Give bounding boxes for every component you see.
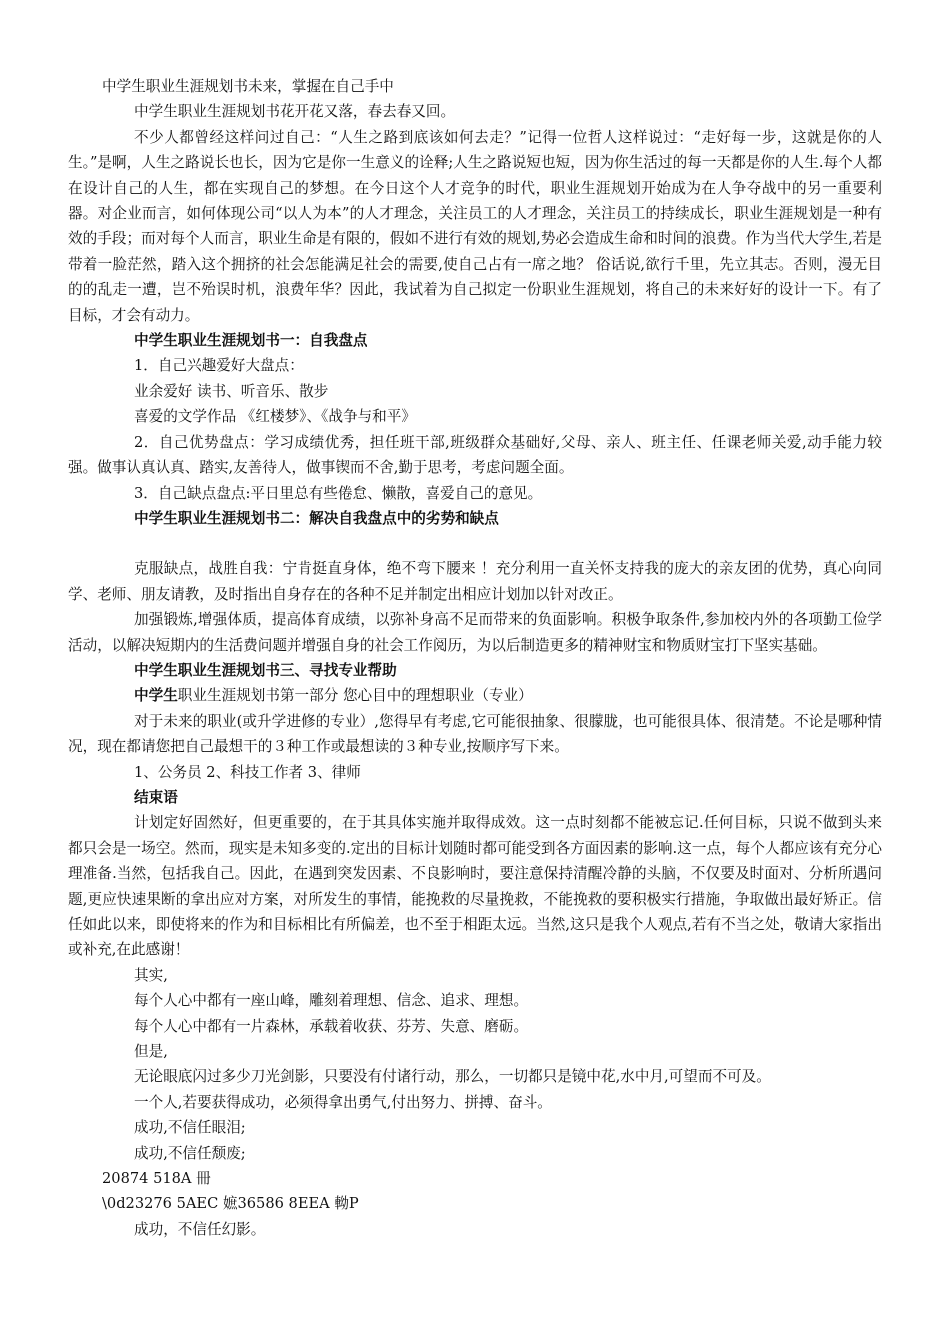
intro-paragraph: 不少人都曾经这样问过自己：“人生之路到底该如何去走？”记得一位哲人这样说过：“走好每一步，这就是你的人生。”是啊，人生之路说长也长，因为它是你一生意义的诠释;人生之路说短也短，因为你生活过的每一天都是你的人生.每个人都在设计自己的人生，都在实现自己的梦想。在今日这个人才竞争的时代，职业生涯规划开始成为在人争夺战中的另一重要利器。对企业而言，如何体现公司“以人为本”的人才理念，关注员工的人才理念，关注员工的持续成长，职业生涯规划是一种有效的手段；而对每个人而言，职业生命是有限的，假如不进行有效的规划,势必会造成生命和时间的浪费。作为当代大学生,若是带着一脸茫然，踏入这个拥挤的社会怎能满足社会的需要,使自己占有一席之地？ 俗话说,欲行千里，先立其志。否则，漫无目的的乱走一遭，岂不殆误时机，浪费年华？因此，我试着为自己拟定一份职业生涯规划，将自己的未来好好的设计一下。有了目标，才会有动力。 xyxy=(68,128,882,324)
part2-paragraph-1: 克服缺点，战胜自我：宁肯挺直身体，绝不弯下腰来 ！充分利用一直关怀支持我的庞大的亲友团的优势，真心向同学、老师、朋友请教，及时指出自身存在的各种不足并制定出相应计划加以针对改正。 xyxy=(68,560,882,603)
part1-hobbies: 业余爱好 读书、听音乐、散步 xyxy=(134,382,329,400)
conclusion-line-8: 成功,不信任颓废; xyxy=(134,1144,246,1162)
conclusion-line-1: 其实, xyxy=(134,966,168,984)
part1-item3: 3．自己缺点盘点:平日里总有些倦怠、懒散，喜爱自己的意见。 xyxy=(134,484,543,502)
conclusion-line-5: 无论眼底闪过多少刀光剑影，只要没有付诸行动，那么，一切都只是镜中花,水中月,可望而不可及。 xyxy=(134,1068,771,1086)
conclusion-line-9: 成功，不信任幻影。 xyxy=(134,1220,266,1238)
part2-paragraph-2: 加强锻炼,增强体质，提高体育成绩，以弥补身高不足而带来的负面影响。积极争取条件,参加校内外的各项勤工俭学活动，以解决短期内的生活费问题并增强自身的社会工作阅历，为以后制造更多的精神财宝和物质财宝打下坚实基础。 xyxy=(68,611,882,654)
part3-subheading-bold: 中学生 xyxy=(134,687,178,705)
part3-heading: 中学生职业生涯规划书三、寻找专业帮助 xyxy=(134,661,397,679)
part3-paragraph: 对于未来的职业(或升学进修的专业）,您得早有考虑,它可能很抽象、很朦胧，也可能很具体、很清楚。不论是哪种情况，现在都请您把自己最想干的３种工作或最想读的３种专业,按顺序写下来。 xyxy=(68,712,882,756)
part1-heading: 中学生职业生涯规划书一：自我盘点 xyxy=(134,332,368,350)
part1-literature: 喜爱的文学作品 《红楼梦》、《战争与和平》 xyxy=(134,408,416,426)
part3-subheading xyxy=(68,683,882,708)
code-line-2: \0d23276 5AEC 嫬36586 8EEA 軪P xyxy=(102,1195,359,1213)
part1-item1-title: 1．自己兴趣爱好大盘点： xyxy=(134,357,304,375)
intro-line: 中学生职业生涯规划书花开花又落，春去春又回。 xyxy=(134,103,456,121)
part3-subheading-rest: 职业生涯规划书第一部分 您心目中的理想职业（专业） xyxy=(177,687,533,705)
conclusion-line-7: 成功,不信任眼泪; xyxy=(134,1119,246,1137)
part3-list: 1、公务员 2、科技工作者 3、律师 xyxy=(134,763,361,781)
conclusion-line-6: 一个人,若要获得成功，必须得拿出勇气,付出努力、拼搏、奋斗。 xyxy=(134,1093,552,1111)
conclusion-line-4: 但是, xyxy=(134,1043,168,1061)
document-title-line: 中学生职业生涯规划书未来，掌握在自己手中 xyxy=(102,78,394,95)
blank-line xyxy=(68,531,882,556)
code-line-1: 20874 518A 冊 xyxy=(102,1170,211,1188)
part1-item2: 2．自己优势盘点：学习成绩优秀，担任班干部,班级群众基础好,父母、亲人、班主任、任课老师关爱,动手能力较强。做事认真认真、踏实,友善待人，做事锲而不舍,勤于思考，考虑问题全面。 xyxy=(68,433,882,477)
conclusion-heading: 结束语 xyxy=(134,788,178,806)
conclusion-line-3: 每个人心中都有一片森林，承载着收获、芬芳、失意、磨砺。 xyxy=(134,1017,529,1035)
conclusion-paragraph: 计划定好固然好，但更重要的，在于其具体实施并取得成效。这一点时刻都不能被忘记.任何目标，只说不做到头来都只会是一场空。然而，现实是未知多变的.定出的目标计划随时都可能受到各方面因素的影响.这一点，每个人都应该有充分心理准备.当然，包括我自己。因此，在遇到突发因素、不良影响时，要注意保持清醒冷静的头脑，不仅要及时面对、分析所遇问题,更应快速果断的拿出应对方案，对所发生的事情，能挽救的尽量挽救，不能挽救的要积极实行措施，争取做出最好矫正。信任如此以来，即使将来的作为和目标相比有所偏差，也不至于相距太远。当然,这只是我个人观点,若有不当之处，敬请大家指出或补充,在此感谢！ xyxy=(68,814,882,959)
part2-heading: 中学生职业生涯规划书二：解决自我盘点中的劣势和缺点 xyxy=(134,509,499,527)
conclusion-line-2: 每个人心中都有一座山峰，雕刻着理想、信念、追求、理想。 xyxy=(134,992,529,1010)
